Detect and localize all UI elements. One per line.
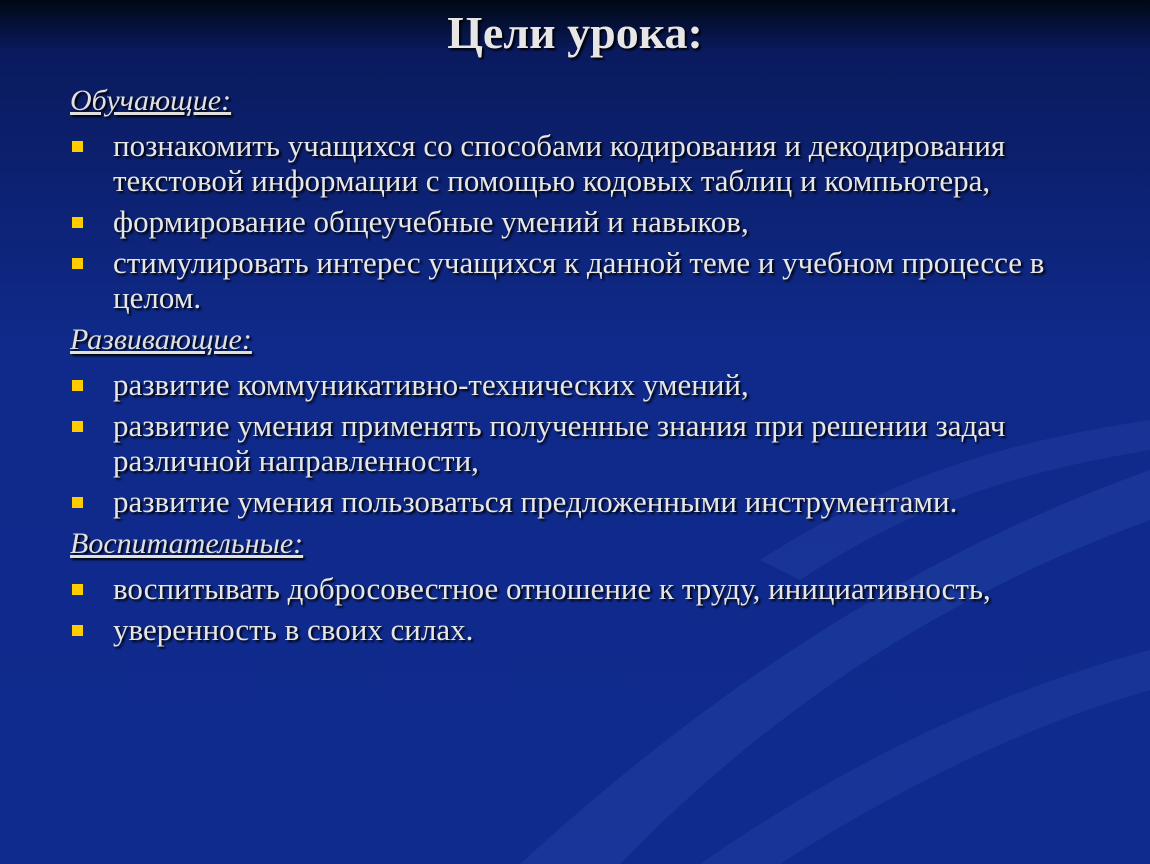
section-heading: Воспитательные: — [70, 527, 304, 560]
list-item — [70, 408, 1110, 478]
goals-content — [70, 78, 1110, 653]
list-item-text: формирование общеучебные умений и навыков, — [113, 204, 749, 239]
list-item — [70, 571, 1110, 606]
section-heading: Обучающие: — [70, 84, 232, 117]
list-item-text: воспитывать добросовестное отношение к труду, инициативность, — [113, 571, 991, 606]
list-item-text: развитие умения пользоваться предложенными инструментами. — [113, 484, 958, 519]
list-item — [70, 204, 1110, 239]
list-item-text: уверенность в своих силах. — [113, 612, 474, 647]
list-item-text: стимулировать интерес учащихся к данной теме и учебном процессе в целом. — [113, 245, 1045, 315]
bullet-square-icon — [72, 380, 83, 391]
bullet-square-icon — [72, 217, 83, 228]
list-item — [70, 484, 1110, 519]
bullet-square-icon — [72, 625, 83, 636]
bullet-square-icon — [72, 421, 83, 432]
section-heading: Развивающие: — [70, 323, 252, 356]
bullet-square-icon — [72, 258, 83, 269]
bullet-square-icon — [72, 497, 83, 508]
list-item — [70, 245, 1110, 315]
section-developing — [70, 321, 1110, 519]
list-item-text: развитие коммуникативно-технических умений, — [113, 367, 749, 402]
list-item — [70, 367, 1110, 402]
list-item-text: познакомить учащихся со способами кодирования и декодирования текстовой информации с помощью кодовых таблиц и компьютера, — [113, 128, 1006, 198]
section-upbringing — [70, 525, 1110, 647]
list-item — [70, 128, 1110, 198]
section-teaching — [70, 82, 1110, 315]
page-title: Цели урока: — [447, 7, 703, 58]
bullet-square-icon — [72, 141, 83, 152]
list-item-text: развитие умения применять полученные знания при решении задач различной направленности, — [113, 408, 1006, 478]
list-item — [70, 612, 1110, 647]
bullet-square-icon — [72, 584, 83, 595]
